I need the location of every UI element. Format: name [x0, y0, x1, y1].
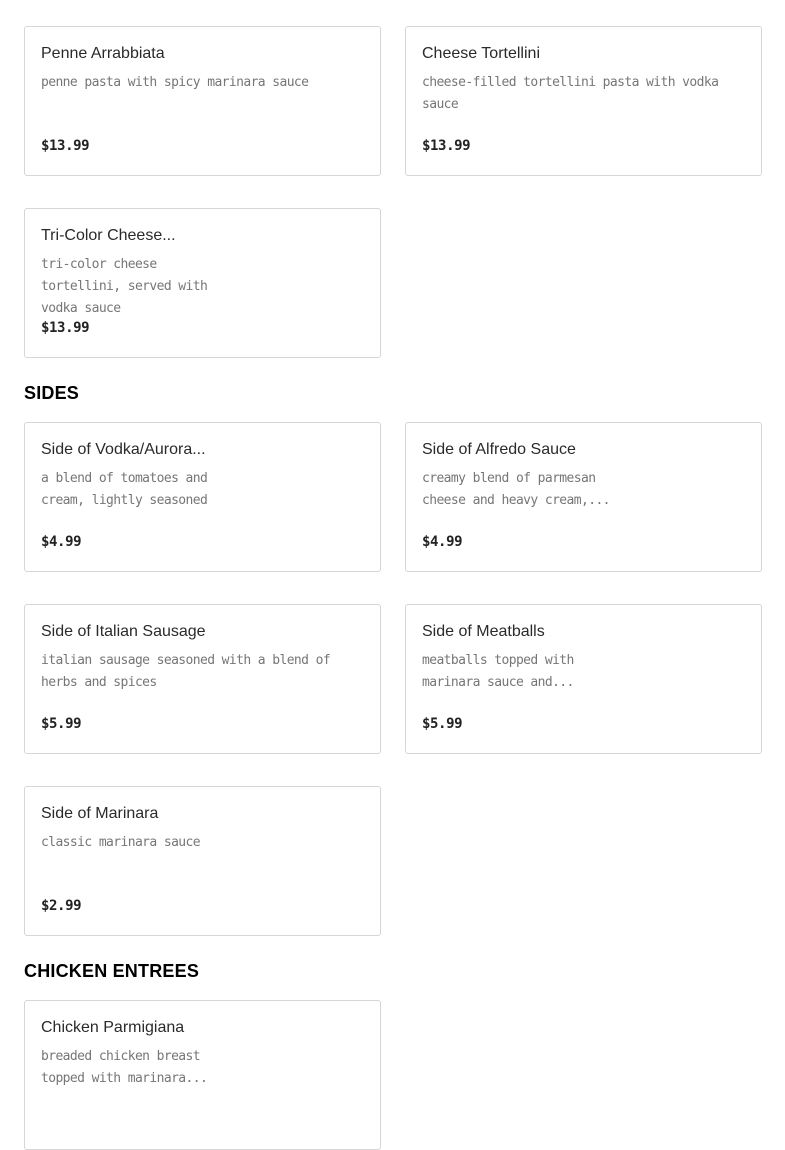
item-description: breaded chicken breast topped with marinara...: [41, 1049, 208, 1086]
item-name: Side of Marinara: [41, 805, 159, 822]
item-name: Penne Arrabbiata: [41, 45, 165, 62]
item-name: Chicken Parmigiana: [41, 1019, 185, 1036]
item-price: $13.99: [422, 138, 471, 154]
item-name: Side of Meatballs: [422, 623, 545, 640]
item-name: Tri-Color Cheese...: [41, 227, 176, 244]
item-name: Side of Italian Sausage: [41, 623, 206, 640]
item-price: $4.99: [422, 534, 463, 550]
menu-item-card[interactable]: [24, 1000, 381, 1150]
item-description: tri-color cheese tortellini, served with vodka sauce: [41, 257, 208, 316]
menu-item-card[interactable]: [24, 786, 381, 936]
item-description: meatballs topped with marinara sauce and...: [422, 653, 574, 690]
item-price: $13.99: [41, 138, 90, 154]
item-description: classic marinara sauce: [41, 835, 200, 850]
item-price: $13.99: [41, 320, 90, 336]
item-description: cheese-filled tortellini pasta with vodka sauce: [422, 75, 719, 112]
menu-item-card[interactable]: [24, 422, 381, 572]
item-price: $5.99: [41, 716, 82, 732]
section-heading-sides: SIDES: [24, 383, 80, 403]
menu-item-card[interactable]: [405, 422, 762, 572]
item-name: Side of Alfredo Sauce: [422, 441, 576, 458]
item-name: Side of Vodka/Aurora...: [41, 441, 206, 458]
item-description: creamy blend of parmesan cheese and heavy cream,...: [422, 471, 610, 508]
item-price: $5.99: [422, 716, 463, 732]
menu-item-card[interactable]: [405, 26, 762, 176]
section-heading-chicken-entrees: CHICKEN ENTREES: [24, 961, 200, 981]
item-name: Cheese Tortellini: [422, 45, 540, 62]
menu-item-card[interactable]: [405, 604, 762, 754]
item-description: a blend of tomatoes and cream, lightly seasoned: [41, 471, 208, 508]
menu-item-card[interactable]: [24, 26, 381, 176]
menu-item-card[interactable]: [24, 604, 381, 754]
item-description: italian sausage seasoned with a blend of herbs and spices: [41, 653, 331, 690]
item-price: $2.99: [41, 898, 82, 914]
menu-item-card[interactable]: [24, 208, 381, 358]
item-description: penne pasta with spicy marinara sauce: [41, 75, 309, 90]
item-price: $4.99: [41, 534, 82, 550]
